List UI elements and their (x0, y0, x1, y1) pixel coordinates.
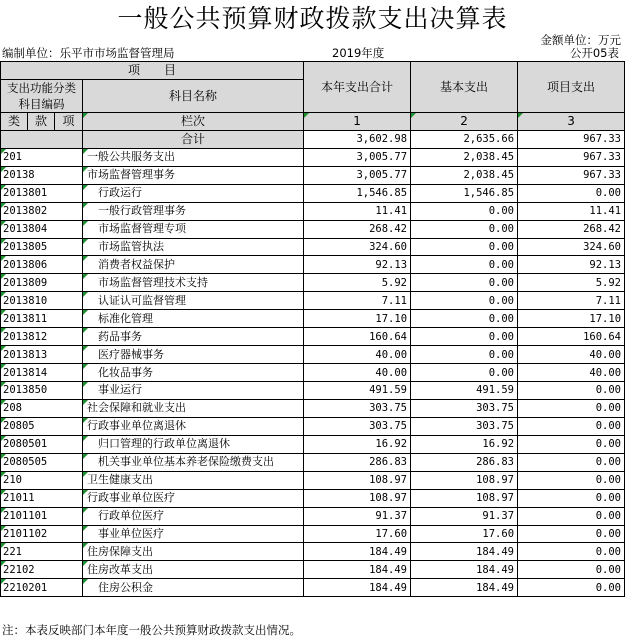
row-total: 324.60 (304, 238, 411, 256)
header-total: 本年支出合计 (304, 62, 411, 113)
row-name: 卫生健康支出 (83, 471, 304, 489)
row-total: 5.92 (304, 274, 411, 292)
row-code: 2210201 (1, 579, 83, 597)
row-code: 2013806 (1, 256, 83, 274)
row-total: 286.83 (304, 453, 411, 471)
row-project: 324.60 (518, 238, 625, 256)
row-basic: 184.49 (411, 543, 518, 561)
row-project: 0.00 (518, 525, 625, 543)
row-name: 化妆品事务 (83, 364, 304, 382)
row-total: 3,005.77 (304, 166, 411, 184)
row-total: 184.49 (304, 561, 411, 579)
sum-total: 3,602.98 (304, 130, 411, 148)
row-basic: 303.75 (411, 417, 518, 435)
row-code: 201 (1, 148, 83, 166)
table-row (1, 561, 625, 579)
row-name: 住房保障支出 (83, 543, 304, 561)
page-title: 一般公共预算财政拨款支出决算表 (117, 4, 508, 33)
row-code: 2013810 (1, 292, 83, 310)
row-code: 20805 (1, 417, 83, 435)
row-total: 16.92 (304, 435, 411, 453)
table-row (1, 148, 625, 166)
row-code: 2013801 (1, 184, 83, 202)
row-total: 491.59 (304, 382, 411, 400)
row-name: 行政单位医疗 (83, 507, 304, 525)
row-project: 0.00 (518, 184, 625, 202)
row-total: 7.11 (304, 292, 411, 310)
row-code: 20138 (1, 166, 83, 184)
form-number: 公开05表 (569, 46, 619, 60)
row-name: 市场监管执法 (83, 238, 304, 256)
table-row (1, 525, 625, 543)
table-row (1, 489, 625, 507)
table-row (1, 292, 625, 310)
row-project: 40.00 (518, 346, 625, 364)
row-total: 160.64 (304, 328, 411, 346)
lanci-row (1, 112, 625, 130)
row-code: 2013802 (1, 202, 83, 220)
row-project: 0.00 (518, 579, 625, 597)
header-row-1 (1, 62, 625, 80)
table-row (1, 274, 625, 292)
table-row (1, 184, 625, 202)
row-name: 一般公共服务支出 (83, 148, 304, 166)
header-kuan: 款 (28, 112, 55, 130)
row-basic: 0.00 (411, 256, 518, 274)
row-name: 归口管理的行政单位离退休 (83, 435, 304, 453)
row-total: 1,546.85 (304, 184, 411, 202)
row-total: 184.49 (304, 579, 411, 597)
row-total: 268.42 (304, 220, 411, 238)
row-code: 221 (1, 543, 83, 561)
row-name: 医疗器械事务 (83, 346, 304, 364)
header-lei: 类 (1, 112, 28, 130)
row-basic: 184.49 (411, 561, 518, 579)
row-basic: 0.00 (411, 202, 518, 220)
table-row (1, 471, 625, 489)
row-total: 91.37 (304, 507, 411, 525)
col-index-1: 1 (304, 112, 411, 130)
row-name: 认证认可监督管理 (83, 292, 304, 310)
row-basic: 286.83 (411, 453, 518, 471)
row-basic: 108.97 (411, 489, 518, 507)
row-basic: 0.00 (411, 274, 518, 292)
row-name: 事业运行 (83, 382, 304, 400)
row-basic: 0.00 (411, 292, 518, 310)
row-code: 2101102 (1, 525, 83, 543)
table-row (1, 399, 625, 417)
sum-row (1, 130, 625, 148)
row-basic: 16.92 (411, 435, 518, 453)
row-project: 967.33 (518, 166, 625, 184)
row-basic: 0.00 (411, 310, 518, 328)
row-total: 40.00 (304, 364, 411, 382)
sum-label: 合计 (83, 130, 304, 148)
row-code: 2080505 (1, 453, 83, 471)
header-item: 项 目 (1, 62, 304, 80)
row-basic: 184.49 (411, 579, 518, 597)
table-row (1, 256, 625, 274)
row-code: 2013813 (1, 346, 83, 364)
lanci-label: 栏次 (83, 112, 304, 130)
row-total: 11.41 (304, 202, 411, 220)
row-name: 标准化管理 (83, 310, 304, 328)
table-row (1, 166, 625, 184)
table-row (1, 453, 625, 471)
row-total: 40.00 (304, 346, 411, 364)
row-total: 92.13 (304, 256, 411, 274)
table-row (1, 310, 625, 328)
table-row (1, 507, 625, 525)
row-basic: 2,038.45 (411, 166, 518, 184)
row-basic: 0.00 (411, 238, 518, 256)
row-basic: 17.60 (411, 525, 518, 543)
row-name: 市场监督管理技术支持 (83, 274, 304, 292)
col-index-3: 3 (518, 112, 625, 130)
header-project: 项目支出 (518, 62, 625, 113)
budget-table (0, 61, 625, 597)
row-project: 0.00 (518, 399, 625, 417)
row-name: 消费者权益保护 (83, 256, 304, 274)
row-project: 967.33 (518, 148, 625, 166)
header-code: 支出功能分类科目编码 (1, 79, 83, 112)
row-name: 机关事业单位基本养老保险缴费支出 (83, 453, 304, 471)
row-name: 住房改革支出 (83, 561, 304, 579)
row-total: 303.75 (304, 399, 411, 417)
row-code: 2013850 (1, 382, 83, 400)
row-code: 21011 (1, 489, 83, 507)
col-index-2: 2 (411, 112, 518, 130)
footnote: 注：本表反映部门本年度一般公共预算财政拨款支出情况。 (2, 623, 301, 637)
row-name: 行政事业单位离退休 (83, 417, 304, 435)
row-project: 0.00 (518, 435, 625, 453)
row-project: 11.41 (518, 202, 625, 220)
row-code: 2013814 (1, 364, 83, 382)
row-project: 0.00 (518, 382, 625, 400)
row-code: 2013804 (1, 220, 83, 238)
table-row (1, 364, 625, 382)
row-total: 17.60 (304, 525, 411, 543)
row-project: 40.00 (518, 364, 625, 382)
row-project: 5.92 (518, 274, 625, 292)
org-label: 编制单位：乐平市市场监督管理局 (2, 46, 175, 60)
row-name: 事业单位医疗 (83, 525, 304, 543)
row-project: 7.11 (518, 292, 625, 310)
header-name: 科目名称 (83, 79, 304, 112)
row-project: 92.13 (518, 256, 625, 274)
row-name: 行政运行 (83, 184, 304, 202)
row-name: 住房公积金 (83, 579, 304, 597)
unit-label: 金额单位：万元 (540, 33, 621, 47)
row-basic: 0.00 (411, 364, 518, 382)
row-total: 108.97 (304, 489, 411, 507)
row-code: 22102 (1, 561, 83, 579)
row-code: 2101101 (1, 507, 83, 525)
row-project: 268.42 (518, 220, 625, 238)
table-row (1, 346, 625, 364)
header-xiang: 项 (55, 112, 83, 130)
row-project: 0.00 (518, 489, 625, 507)
row-code: 2080501 (1, 435, 83, 453)
row-project: 0.00 (518, 561, 625, 579)
table-row (1, 238, 625, 256)
row-code: 2013811 (1, 310, 83, 328)
year-label: 2019年度 (332, 46, 385, 60)
row-code: 2013812 (1, 328, 83, 346)
row-name: 一般行政管理事务 (83, 202, 304, 220)
row-total: 303.75 (304, 417, 411, 435)
row-name: 药品事务 (83, 328, 304, 346)
row-total: 108.97 (304, 471, 411, 489)
row-basic: 108.97 (411, 471, 518, 489)
row-name: 市场监督管理事务 (83, 166, 304, 184)
row-basic: 0.00 (411, 220, 518, 238)
table-row (1, 579, 625, 597)
row-basic: 303.75 (411, 399, 518, 417)
row-name: 市场监督管理专项 (83, 220, 304, 238)
row-code: 2013809 (1, 274, 83, 292)
table-row (1, 328, 625, 346)
row-project: 0.00 (518, 543, 625, 561)
row-basic: 0.00 (411, 346, 518, 364)
row-project: 17.10 (518, 310, 625, 328)
row-code: 210 (1, 471, 83, 489)
row-project: 0.00 (518, 453, 625, 471)
row-total: 3,005.77 (304, 148, 411, 166)
row-project: 160.64 (518, 328, 625, 346)
row-basic: 91.37 (411, 507, 518, 525)
table-row (1, 382, 625, 400)
row-basic: 2,038.45 (411, 148, 518, 166)
row-project: 0.00 (518, 417, 625, 435)
table-row (1, 202, 625, 220)
table-row (1, 435, 625, 453)
row-basic: 1,546.85 (411, 184, 518, 202)
row-code: 208 (1, 399, 83, 417)
sum-project: 967.33 (518, 130, 625, 148)
sum-basic: 2,635.66 (411, 130, 518, 148)
row-total: 17.10 (304, 310, 411, 328)
row-code: 2013805 (1, 238, 83, 256)
table-row (1, 220, 625, 238)
row-basic: 491.59 (411, 382, 518, 400)
table-row (1, 543, 625, 561)
row-basic: 0.00 (411, 328, 518, 346)
header-basic: 基本支出 (411, 62, 518, 113)
row-name: 行政事业单位医疗 (83, 489, 304, 507)
row-total: 184.49 (304, 543, 411, 561)
table-row (1, 417, 625, 435)
row-name: 社会保障和就业支出 (83, 399, 304, 417)
sum-blank (1, 130, 83, 148)
row-project: 0.00 (518, 471, 625, 489)
row-project: 0.00 (518, 507, 625, 525)
